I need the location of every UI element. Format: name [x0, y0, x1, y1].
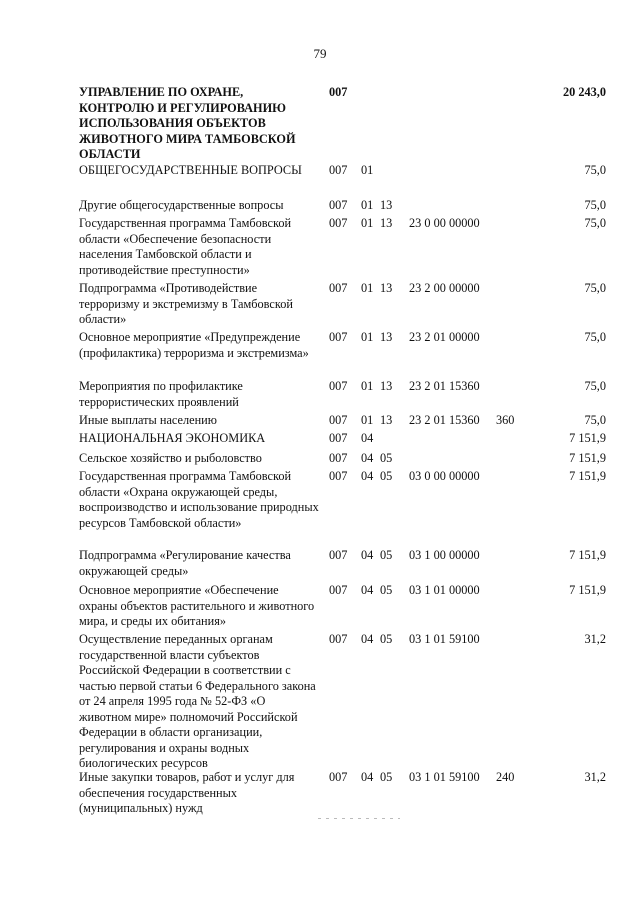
row-sum: 7 151,9 [569, 548, 606, 562]
row-name: Основное мероприятие «Обеспечение охраны объектов растительного и животного мира, и среды их обитания» [79, 583, 315, 628]
row-target-code: 03 1 00 00000 [409, 548, 480, 562]
row-sum: 75,0 [584, 216, 606, 230]
row-target-code: 03 1 01 59100 [409, 770, 480, 784]
row-section-code: 01 [361, 330, 374, 344]
row-name: Государственная программа Тамбовской области «Охрана окружающей среды, воспроизводство и использование природных ресурсов Тамбовской области» [79, 469, 319, 530]
row-section-code: 04 [361, 451, 374, 465]
row-subsection-code: 05 [380, 469, 393, 483]
row-expense-type: 360 [496, 413, 515, 427]
row-name: Основное мероприятие «Предупреждение (профилактика) терроризма и экстремизма» [79, 330, 309, 360]
row-expense-type: 240 [496, 770, 515, 784]
row-vedom-code: 007 [329, 281, 348, 295]
row-sum: 75,0 [584, 413, 606, 427]
row-vedom-code: 007 [329, 431, 348, 445]
row-vedom-code: 007 [329, 85, 348, 99]
row-vedom-code: 007 [329, 413, 348, 427]
row-name: Мероприятия по профилактике террористических проявлений [79, 379, 243, 409]
row-target-code: 03 0 00 00000 [409, 469, 480, 483]
row-sum: 31,2 [584, 770, 606, 784]
row-name: НАЦИОНАЛЬНАЯ ЭКОНОМИКА [79, 431, 266, 445]
row-target-code: 23 2 00 00000 [409, 281, 480, 295]
row-vedom-code: 007 [329, 469, 348, 483]
row-sum: 20 243,0 [562, 85, 606, 99]
row-section-code: 01 [361, 281, 374, 295]
row-sum: 31,2 [584, 632, 606, 646]
row-target-code: 03 1 01 59100 [409, 632, 480, 646]
row-section-code: 04 [361, 770, 374, 784]
row-vedom-code: 007 [329, 583, 348, 597]
row-subsection-code: 13 [380, 379, 393, 393]
row-section-code: 01 [361, 379, 374, 393]
row-sum: 7 151,9 [569, 583, 606, 597]
row-section-code: 04 [361, 431, 374, 445]
row-name: ОБЩЕГОСУДАРСТВЕННЫЕ ВОПРОСЫ [79, 163, 302, 177]
row-vedom-code: 007 [329, 451, 348, 465]
row-subsection-code: 05 [380, 770, 393, 784]
row-subsection-code: 13 [380, 281, 393, 295]
row-name: Сельское хозяйство и рыболовство [79, 451, 262, 465]
row-vedom-code: 007 [329, 216, 348, 230]
row-sum: 75,0 [584, 281, 606, 295]
row-target-code: 23 2 01 15360 [409, 413, 480, 427]
row-subsection-code: 13 [380, 198, 393, 212]
row-vedom-code: 007 [329, 548, 348, 562]
row-section-code: 04 [361, 469, 374, 483]
row-subsection-code: 13 [380, 330, 393, 344]
row-name: Подпрограмма «Регулирование качества окружающей среды» [79, 548, 291, 578]
row-subsection-code: 13 [380, 413, 393, 427]
row-subsection-code: 05 [380, 632, 393, 646]
row-sum: 75,0 [584, 198, 606, 212]
row-target-code: 23 2 01 00000 [409, 330, 480, 344]
row-subsection-code: 05 [380, 451, 393, 465]
row-section-code: 01 [361, 198, 374, 212]
row-vedom-code: 007 [329, 632, 348, 646]
row-name: Подпрограмма «Противодействие терроризму и экстремизму в Тамбовской области» [79, 281, 293, 326]
row-section-code: 04 [361, 548, 374, 562]
row-section-code: 01 [361, 413, 374, 427]
row-vedom-code: 007 [329, 379, 348, 393]
row-section-code: 04 [361, 583, 374, 597]
row-subsection-code: 05 [380, 583, 393, 597]
scan-artifact [318, 818, 400, 819]
row-sum: 75,0 [584, 163, 606, 177]
row-name: УПРАВЛЕНИЕ ПО ОХРАНЕ, КОНТРОЛЮ И РЕГУЛИРОВАНИЮ ИСПОЛЬЗОВАНИЯ ОБЪЕКТОВ ЖИВОТНОГО МИРА ТАМБОВСКОЙ ОБЛАСТИ [79, 85, 296, 161]
row-vedom-code: 007 [329, 198, 348, 212]
row-target-code: 03 1 01 00000 [409, 583, 480, 597]
row-name: Другие общегосударственные вопросы [79, 198, 284, 212]
row-sum: 7 151,9 [569, 451, 606, 465]
row-name: Иные закупки товаров, работ и услуг для обеспечения государственных (муниципальных) нужд [79, 770, 295, 815]
row-sum: 7 151,9 [569, 469, 606, 483]
row-sum: 7 151,9 [569, 431, 606, 445]
row-sum: 75,0 [584, 330, 606, 344]
page-number: 79 [313, 46, 327, 61]
row-name: Иные выплаты населению [79, 413, 217, 427]
row-section-code: 01 [361, 163, 374, 177]
row-sum: 75,0 [584, 379, 606, 393]
row-vedom-code: 007 [329, 770, 348, 784]
row-section-code: 01 [361, 216, 374, 230]
row-vedom-code: 007 [329, 163, 348, 177]
row-target-code: 23 0 00 00000 [409, 216, 480, 230]
row-vedom-code: 007 [329, 330, 348, 344]
row-subsection-code: 05 [380, 548, 393, 562]
row-section-code: 04 [361, 632, 374, 646]
row-name: Осуществление переданных органам государственной власти субъектов Российской Федерации в соответствии с частью первой статьи 6 Федерального закона от 24 апреля 1995 года № 52-ФЗ «О животном мире» полномочий Российской Федерации в области организации, регулирования и охраны водных биологических ресурсов [79, 632, 316, 770]
row-target-code: 23 2 01 15360 [409, 379, 480, 393]
row-subsection-code: 13 [380, 216, 393, 230]
row-name: Государственная программа Тамбовской области «Обеспечение безопасности населения Тамбовской области и противодействие преступности» [79, 216, 292, 277]
